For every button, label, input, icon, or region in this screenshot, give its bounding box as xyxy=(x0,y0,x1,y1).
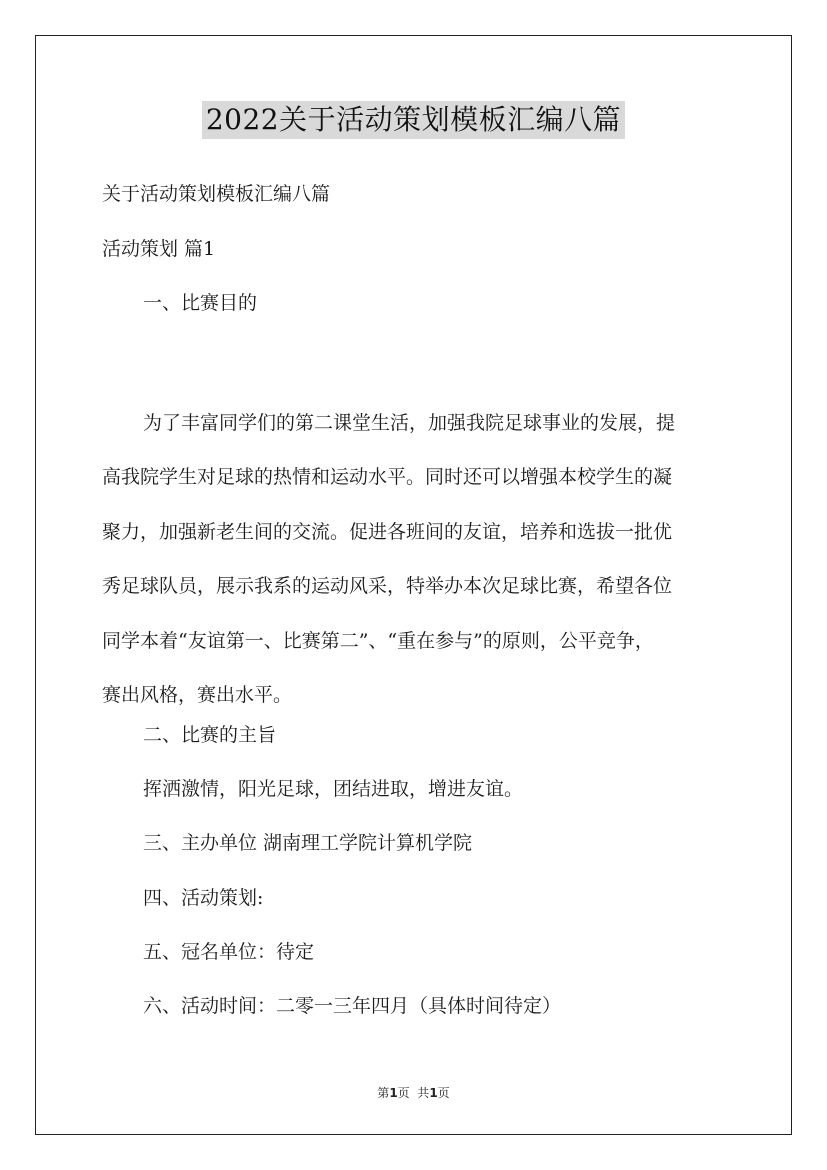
paragraph-line: 为了丰富同学们的第二课堂生活，加强我院足球事业的发展，提 xyxy=(143,412,676,434)
paragraph-line: 秀足球队员，展示我系的运动风采，特举办本次足球比赛，希望各位 xyxy=(102,575,673,598)
purpose-paragraph xyxy=(102,396,737,722)
footer-mid: 页 共 xyxy=(397,1086,430,1100)
paragraph-line: 高我院学生对足球的热情和运动水平。同时还可以增强本校学生的凝 xyxy=(102,466,673,489)
footer-prefix: 第 xyxy=(377,1086,390,1100)
heading-activity-time: 六、活动时间：二零一三年四月（具体时间待定） xyxy=(143,995,562,1017)
heading-title-sponsor: 五、冠名单位：待定 xyxy=(143,941,315,963)
document-title xyxy=(0,101,827,143)
paragraph-line: 聚力，加强新老生间的交流。促进各班间的友谊，培养和选拔一批优 xyxy=(102,520,673,543)
footer-page-current: 1 xyxy=(389,1086,398,1100)
heading-competition-purpose: 一、比赛目的 xyxy=(143,292,258,314)
heading-competition-theme: 二、比赛的主旨 xyxy=(143,724,277,746)
document-subtitle: 关于活动策划模板汇编八篇 xyxy=(102,183,331,205)
page-footer xyxy=(0,1084,827,1101)
heading-activity-plan: 四、活动策划: xyxy=(143,887,264,909)
competition-theme-text: 挥洒激情，阳光足球，团结进取，增进友谊。 xyxy=(143,778,524,800)
document-title-text: 2022关于活动策划模板汇编八篇 xyxy=(202,101,625,139)
footer-suffix: 页 xyxy=(437,1086,450,1100)
section-heading: 活动策划 篇1 xyxy=(102,238,216,260)
paragraph-line: 同学本着“友谊第一、比赛第二”、“重在参与”的原则，公平竞争， xyxy=(102,629,654,652)
footer-page-total: 1 xyxy=(429,1086,438,1100)
heading-organizer: 三、主办单位 湖南理工学院计算机学院 xyxy=(143,832,473,854)
paragraph-line: 赛出风格，赛出水平。 xyxy=(102,683,293,706)
